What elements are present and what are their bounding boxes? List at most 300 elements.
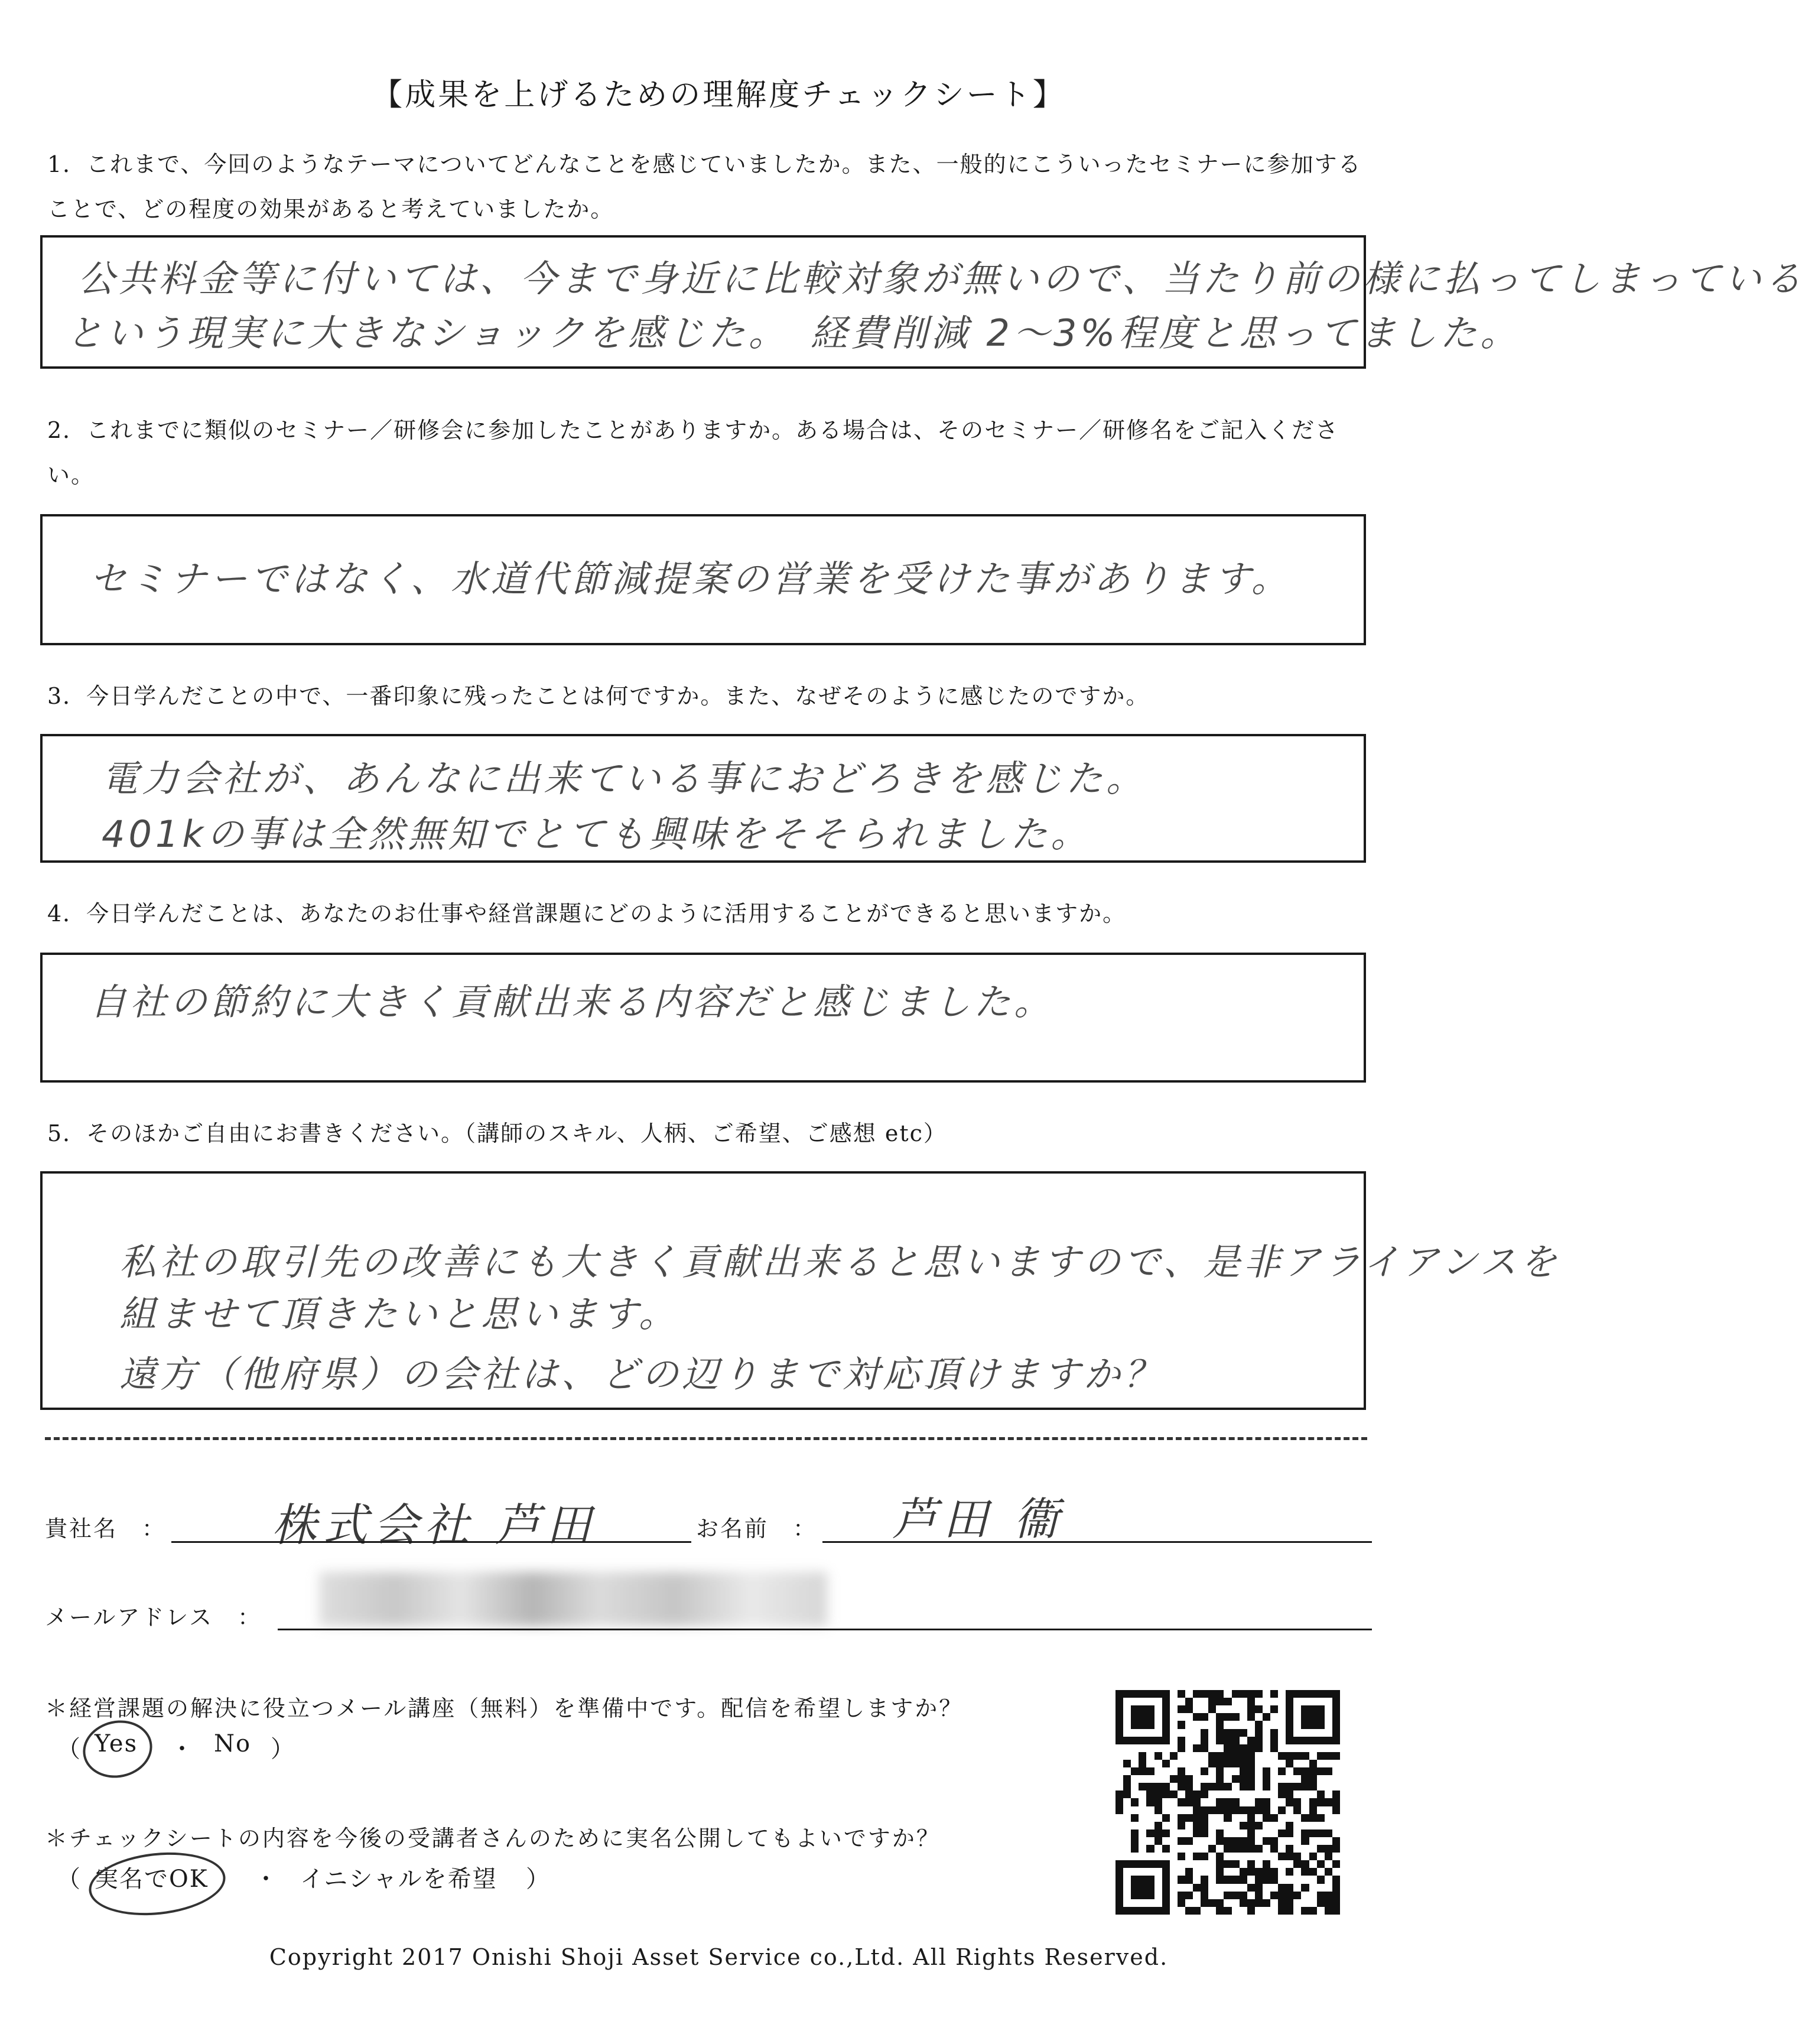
- qr-module: [1278, 1721, 1286, 1728]
- qr-module: [1270, 1713, 1278, 1721]
- qr-module: [1325, 1729, 1332, 1737]
- qr-module: [1224, 1845, 1231, 1853]
- qr-module: [1255, 1721, 1263, 1728]
- qr-module: [1185, 1760, 1193, 1767]
- qr-module: [1293, 1729, 1301, 1737]
- qr-module: [1286, 1822, 1293, 1829]
- qr-module: [1309, 1829, 1317, 1837]
- qr-module: [1232, 1806, 1240, 1814]
- qr-module: [1309, 1737, 1317, 1744]
- qr-module: [1208, 1798, 1216, 1806]
- qr-module: [1309, 1837, 1317, 1845]
- qr-module: [1286, 1760, 1293, 1767]
- qr-module: [1317, 1767, 1325, 1775]
- qr-module: [1154, 1884, 1162, 1892]
- qr-module: [1170, 1760, 1178, 1767]
- qr-module: [1301, 1884, 1309, 1892]
- qr-module: [1131, 1845, 1139, 1853]
- copyright: Copyright 2017 Onishi Shoji Asset Service co.,Ltd. All Rights Reserved.: [269, 1944, 1169, 1970]
- qr-module: [1278, 1814, 1286, 1822]
- qr-module: [1131, 1760, 1139, 1767]
- qr-module: [1193, 1783, 1201, 1790]
- qr-module: [1170, 1721, 1178, 1728]
- qr-module: [1263, 1829, 1270, 1837]
- qr-module: [1139, 1860, 1146, 1868]
- qr-module: [1162, 1899, 1170, 1907]
- qr-module: [1263, 1705, 1270, 1713]
- publish-real-name[interactable]: 実名でOK: [95, 1866, 209, 1893]
- qr-module: [1154, 1760, 1162, 1767]
- publish-initials[interactable]: イニシャルを希望: [300, 1866, 497, 1893]
- qr-module: [1270, 1698, 1278, 1705]
- qr-module: [1309, 1713, 1317, 1721]
- qr-module: [1123, 1705, 1131, 1713]
- answer-1-line-1: 公共料金等に付いては、今まで身近に比較対象が無いので、当たり前の様に払ってしまっている: [78, 257, 1805, 300]
- qr-module: [1131, 1775, 1139, 1783]
- qr-module: [1286, 1698, 1293, 1705]
- qr-module: [1270, 1899, 1278, 1907]
- qr-module: [1146, 1783, 1154, 1790]
- qr-module: [1193, 1713, 1201, 1721]
- qr-module: [1301, 1806, 1309, 1814]
- qr-module: [1293, 1744, 1301, 1752]
- company-label: 貴社名 ：: [45, 1516, 167, 1542]
- qr-module: [1317, 1899, 1325, 1907]
- qr-module: [1193, 1860, 1201, 1868]
- qr-module: [1309, 1698, 1317, 1705]
- qr-module: [1162, 1860, 1170, 1868]
- qr-module: [1293, 1760, 1301, 1767]
- qr-module: [1216, 1884, 1224, 1892]
- qr-module: [1293, 1783, 1301, 1790]
- qr-module: [1115, 1798, 1123, 1806]
- qr-module: [1317, 1744, 1325, 1752]
- qr-module: [1240, 1845, 1247, 1853]
- qr-module: [1185, 1783, 1193, 1790]
- qr-module: [1232, 1907, 1240, 1915]
- qr-module: [1154, 1713, 1162, 1721]
- qr-module: [1185, 1690, 1193, 1698]
- qr-module: [1178, 1860, 1185, 1868]
- qr-module: [1139, 1837, 1146, 1845]
- qr-module: [1270, 1814, 1278, 1822]
- qr-module: [1317, 1884, 1325, 1892]
- qr-module: [1185, 1767, 1193, 1775]
- qr-module: [1293, 1822, 1301, 1829]
- qr-module: [1325, 1798, 1332, 1806]
- qr-module: [1240, 1729, 1247, 1737]
- qr-module: [1201, 1829, 1208, 1837]
- qr-module: [1240, 1744, 1247, 1752]
- qr-module: [1332, 1892, 1340, 1899]
- qr-module: [1154, 1790, 1162, 1798]
- qr-module: [1193, 1790, 1201, 1798]
- qr-module: [1208, 1705, 1216, 1713]
- qr-module: [1286, 1798, 1293, 1806]
- qr-module: [1247, 1814, 1255, 1822]
- qr-module: [1224, 1729, 1231, 1737]
- qr-module: [1178, 1845, 1185, 1853]
- qr-module: [1115, 1705, 1123, 1713]
- qr-module: [1201, 1713, 1208, 1721]
- qr-module: [1131, 1899, 1139, 1907]
- qr-module: [1286, 1721, 1293, 1728]
- qr-module: [1123, 1783, 1131, 1790]
- qr-module: [1146, 1884, 1154, 1892]
- qr-module: [1208, 1783, 1216, 1790]
- qr-module: [1278, 1737, 1286, 1744]
- qr-module: [1131, 1829, 1139, 1837]
- qr-module: [1325, 1752, 1332, 1760]
- qr-module: [1201, 1767, 1208, 1775]
- qr-module: [1263, 1783, 1270, 1790]
- qr-module: [1146, 1892, 1154, 1899]
- qr-module: [1224, 1853, 1231, 1860]
- qr-module: [1115, 1860, 1123, 1868]
- qr-module: [1247, 1860, 1255, 1868]
- qr-module: [1208, 1721, 1216, 1728]
- qr-module: [1185, 1884, 1193, 1892]
- qr-module: [1332, 1721, 1340, 1728]
- qr-module: [1131, 1868, 1139, 1876]
- qr-module: [1232, 1767, 1240, 1775]
- qr-module: [1185, 1876, 1193, 1883]
- qr-module: [1123, 1845, 1131, 1853]
- qr-module: [1123, 1884, 1131, 1892]
- qr-module: [1216, 1721, 1224, 1728]
- qr-module: [1216, 1860, 1224, 1868]
- qr-module: [1115, 1737, 1123, 1744]
- qr-module: [1115, 1690, 1123, 1698]
- qr-module: [1185, 1798, 1193, 1806]
- qr-module: [1131, 1837, 1139, 1845]
- qr-module: [1309, 1868, 1317, 1876]
- qr-module: [1216, 1876, 1224, 1883]
- qr-module: [1170, 1829, 1178, 1837]
- qr-module: [1270, 1822, 1278, 1829]
- qr-module: [1162, 1775, 1170, 1783]
- qr-module: [1263, 1806, 1270, 1814]
- email-redacted: [319, 1572, 827, 1626]
- qr-module: [1317, 1729, 1325, 1737]
- qr-module: [1309, 1907, 1317, 1915]
- qr-module: [1286, 1845, 1293, 1853]
- qr-module: [1178, 1760, 1185, 1767]
- qr-module: [1170, 1798, 1178, 1806]
- qr-module: [1208, 1744, 1216, 1752]
- qr-module: [1232, 1775, 1240, 1783]
- qr-module: [1178, 1790, 1185, 1798]
- qr-module: [1278, 1822, 1286, 1829]
- qr-module: [1193, 1837, 1201, 1845]
- qr-module: [1208, 1737, 1216, 1744]
- qr-module: [1216, 1698, 1224, 1705]
- qr-module: [1317, 1760, 1325, 1767]
- qr-module: [1216, 1814, 1224, 1822]
- qr-module: [1123, 1690, 1131, 1698]
- qr-module: [1263, 1798, 1270, 1806]
- qr-module: [1278, 1760, 1286, 1767]
- qr-module: [1270, 1884, 1278, 1892]
- name-underline: [822, 1541, 1372, 1543]
- qr-module: [1115, 1868, 1123, 1876]
- qr-module: [1301, 1775, 1309, 1783]
- qr-module: [1115, 1760, 1123, 1767]
- qr-module: [1232, 1705, 1240, 1713]
- qr-module: [1193, 1814, 1201, 1822]
- qr-module: [1278, 1752, 1286, 1760]
- qr-module: [1332, 1775, 1340, 1783]
- qr-module: [1247, 1760, 1255, 1767]
- question-1: 1．これまで、今回のようなテーマについてどんなことを感じていましたか。また、一般的にこういったセミナーに参加することで、どの程度の効果があると考えていましたか。: [47, 151, 1362, 222]
- qr-module: [1232, 1760, 1240, 1767]
- qr-module: [1293, 1892, 1301, 1899]
- qr-module: [1131, 1783, 1139, 1790]
- qr-module: [1185, 1892, 1193, 1899]
- qr-module: [1216, 1760, 1224, 1767]
- publish-separator: ・: [254, 1866, 279, 1893]
- qr-module: [1278, 1884, 1286, 1892]
- qr-module: [1286, 1860, 1293, 1868]
- qr-module: [1185, 1790, 1193, 1798]
- qr-module: [1162, 1752, 1170, 1760]
- qr-module: [1317, 1690, 1325, 1698]
- qr-module: [1232, 1853, 1240, 1860]
- publish-close-paren: ）: [526, 1866, 551, 1893]
- qr-module: [1301, 1876, 1309, 1883]
- qr-module: [1293, 1705, 1301, 1713]
- qr-module: [1208, 1814, 1216, 1822]
- qr-module: [1139, 1899, 1146, 1907]
- qr-module: [1193, 1829, 1201, 1837]
- qr-module: [1301, 1837, 1309, 1845]
- qr-module: [1208, 1767, 1216, 1775]
- qr-module: [1193, 1721, 1201, 1728]
- qr-module: [1301, 1690, 1309, 1698]
- qr-module: [1146, 1853, 1154, 1860]
- qr-module: [1263, 1907, 1270, 1915]
- qr-module: [1170, 1892, 1178, 1899]
- qr-module: [1201, 1705, 1208, 1713]
- qr-module: [1170, 1737, 1178, 1744]
- qr-module: [1170, 1806, 1178, 1814]
- qr-module: [1240, 1798, 1247, 1806]
- qr-code[interactable]: [1115, 1690, 1340, 1915]
- qr-module: [1247, 1729, 1255, 1737]
- qr-module: [1278, 1783, 1286, 1790]
- qr-module: [1146, 1775, 1154, 1783]
- qr-module: [1232, 1814, 1240, 1822]
- qr-module: [1123, 1907, 1131, 1915]
- qr-module: [1131, 1822, 1139, 1829]
- qr-module: [1216, 1822, 1224, 1829]
- qr-module: [1208, 1853, 1216, 1860]
- qr-module: [1208, 1698, 1216, 1705]
- qr-module: [1185, 1868, 1193, 1876]
- qr-module: [1301, 1721, 1309, 1728]
- qr-module: [1193, 1845, 1201, 1853]
- qr-module: [1278, 1868, 1286, 1876]
- qr-module: [1278, 1698, 1286, 1705]
- qr-module: [1154, 1752, 1162, 1760]
- qr-module: [1146, 1845, 1154, 1853]
- qr-module: [1293, 1775, 1301, 1783]
- qr-module: [1247, 1775, 1255, 1783]
- qr-module: [1263, 1775, 1270, 1783]
- qr-module: [1123, 1798, 1131, 1806]
- qr-module: [1115, 1713, 1123, 1721]
- qr-module: [1185, 1737, 1193, 1744]
- qr-module: [1162, 1806, 1170, 1814]
- qr-module: [1240, 1767, 1247, 1775]
- answer-box-2: [40, 514, 1366, 645]
- qr-module: [1131, 1690, 1139, 1698]
- qr-module: [1286, 1705, 1293, 1713]
- qr-module: [1216, 1829, 1224, 1837]
- qr-module: [1255, 1814, 1263, 1822]
- qr-module: [1247, 1744, 1255, 1752]
- qr-module: [1309, 1899, 1317, 1907]
- mail-course-no[interactable]: No: [214, 1730, 252, 1757]
- qr-module: [1270, 1775, 1278, 1783]
- qr-module: [1309, 1822, 1317, 1829]
- qr-module: [1170, 1868, 1178, 1876]
- qr-module: [1309, 1798, 1317, 1806]
- qr-module: [1317, 1907, 1325, 1915]
- qr-module: [1216, 1767, 1224, 1775]
- qr-module: [1178, 1752, 1185, 1760]
- qr-module: [1224, 1899, 1231, 1907]
- qr-module: [1301, 1798, 1309, 1806]
- qr-module: [1232, 1892, 1240, 1899]
- qr-module: [1162, 1868, 1170, 1876]
- qr-module: [1178, 1884, 1185, 1892]
- mail-course-yes[interactable]: Yes: [95, 1730, 138, 1757]
- qr-module: [1178, 1737, 1185, 1744]
- qr-module: [1115, 1814, 1123, 1822]
- qr-module: [1216, 1806, 1224, 1814]
- qr-module: [1123, 1829, 1131, 1837]
- qr-module: [1115, 1721, 1123, 1728]
- qr-module: [1185, 1845, 1193, 1853]
- qr-module: [1309, 1853, 1317, 1860]
- qr-module: [1301, 1760, 1309, 1767]
- qr-module: [1240, 1698, 1247, 1705]
- qr-module: [1247, 1767, 1255, 1775]
- qr-module: [1115, 1907, 1123, 1915]
- qr-module: [1208, 1892, 1216, 1899]
- qr-module: [1278, 1837, 1286, 1845]
- qr-module: [1224, 1884, 1231, 1892]
- qr-module: [1270, 1853, 1278, 1860]
- qr-module: [1154, 1907, 1162, 1915]
- qr-module: [1185, 1698, 1193, 1705]
- qr-module: [1255, 1892, 1263, 1899]
- qr-module: [1139, 1705, 1146, 1713]
- qr-module: [1216, 1853, 1224, 1860]
- qr-module: [1278, 1860, 1286, 1868]
- qr-module: [1278, 1829, 1286, 1837]
- qr-module: [1286, 1892, 1293, 1899]
- qr-module: [1193, 1884, 1201, 1892]
- qr-module: [1325, 1783, 1332, 1790]
- qr-module: [1131, 1806, 1139, 1814]
- qr-module: [1317, 1837, 1325, 1845]
- qr-module: [1178, 1899, 1185, 1907]
- qr-module: [1193, 1907, 1201, 1915]
- qr-module: [1178, 1713, 1185, 1721]
- qr-module: [1193, 1822, 1201, 1829]
- qr-module: [1216, 1899, 1224, 1907]
- qr-module: [1301, 1737, 1309, 1744]
- qr-module: [1162, 1760, 1170, 1767]
- qr-module: [1185, 1775, 1193, 1783]
- question-2: 2．これまでに類似のセミナー／研修会に参加したことがありますか。ある場合は、そのセミナー／研修名をご記入ください。: [47, 417, 1339, 488]
- qr-module: [1208, 1860, 1216, 1868]
- qr-module: [1286, 1853, 1293, 1860]
- qr-module: [1332, 1876, 1340, 1883]
- qr-module: [1208, 1829, 1216, 1837]
- qr-module: [1332, 1783, 1340, 1790]
- name-value[interactable]: 芦田 衞: [892, 1493, 1065, 1545]
- qr-module: [1139, 1713, 1146, 1721]
- qr-module: [1332, 1907, 1340, 1915]
- qr-module: [1123, 1767, 1131, 1775]
- qr-module: [1270, 1760, 1278, 1767]
- qr-module: [1216, 1737, 1224, 1744]
- qr-module: [1115, 1892, 1123, 1899]
- qr-module: [1139, 1876, 1146, 1883]
- qr-module: [1293, 1721, 1301, 1728]
- qr-module: [1193, 1690, 1201, 1698]
- qr-module: [1162, 1705, 1170, 1713]
- qr-module: [1154, 1798, 1162, 1806]
- qr-module: [1178, 1853, 1185, 1860]
- qr-module: [1224, 1744, 1231, 1752]
- qr-module: [1224, 1814, 1231, 1822]
- qr-module: [1325, 1822, 1332, 1829]
- qr-module: [1247, 1837, 1255, 1845]
- qr-module: [1309, 1884, 1317, 1892]
- qr-module: [1201, 1860, 1208, 1868]
- answer-3-line-1: 電力会社が、あんなに出来ている事におどろきを感じた。: [102, 757, 1147, 800]
- qr-module: [1293, 1737, 1301, 1744]
- qr-module: [1139, 1892, 1146, 1899]
- qr-module: [1185, 1705, 1193, 1713]
- qr-module: [1154, 1860, 1162, 1868]
- qr-module: [1170, 1899, 1178, 1907]
- qr-module: [1170, 1822, 1178, 1829]
- qr-module: [1255, 1690, 1263, 1698]
- qr-module: [1193, 1853, 1201, 1860]
- qr-module: [1162, 1698, 1170, 1705]
- qr-module: [1178, 1721, 1185, 1728]
- qr-module: [1131, 1713, 1139, 1721]
- qr-module: [1224, 1892, 1231, 1899]
- qr-module: [1170, 1790, 1178, 1798]
- qr-module: [1278, 1705, 1286, 1713]
- qr-module: [1193, 1876, 1201, 1883]
- qr-module: [1286, 1744, 1293, 1752]
- qr-module: [1332, 1822, 1340, 1829]
- qr-module: [1278, 1892, 1286, 1899]
- qr-module: [1309, 1721, 1317, 1728]
- company-value[interactable]: 株式会社 芦田: [272, 1499, 597, 1551]
- qr-module: [1247, 1876, 1255, 1883]
- qr-module: [1115, 1744, 1123, 1752]
- qr-module: [1139, 1698, 1146, 1705]
- qr-module: [1139, 1737, 1146, 1744]
